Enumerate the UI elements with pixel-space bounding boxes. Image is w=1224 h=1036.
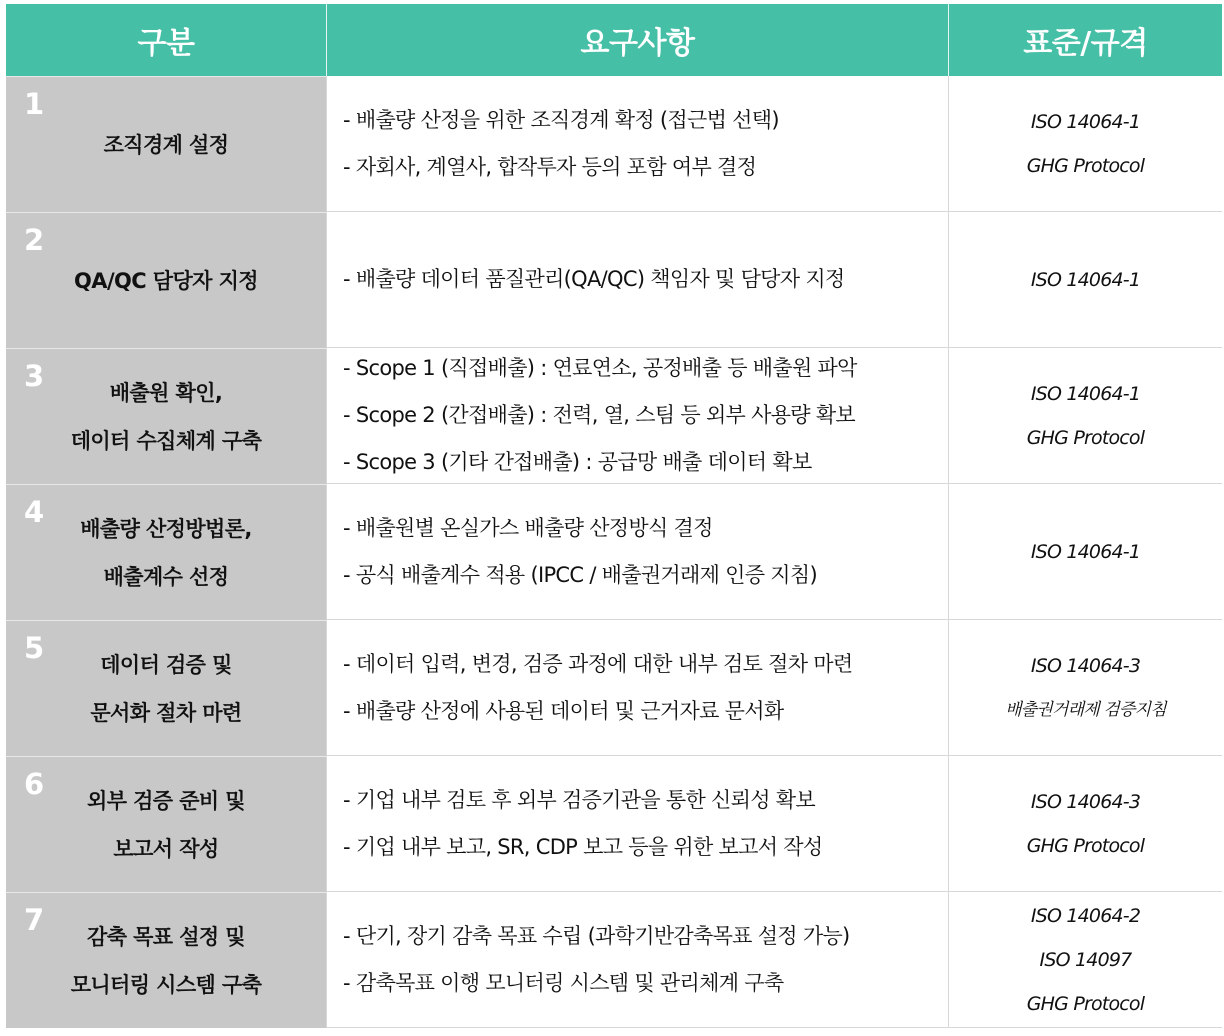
category-cell [6, 484, 327, 620]
requirement-item: - 기업 내부 검토 후 외부 검증기관을 통한 신뢰성 확보 [343, 787, 815, 812]
category-label: 배출원 확인, [109, 380, 223, 405]
standard-item: GHG Protocol [1026, 992, 1145, 1015]
standard-item: ISO 14064-1 [1030, 110, 1141, 133]
requirement-item: - Scope 2 (간접배출) : 전력, 열, 스팀 등 외부 사용량 확보 [343, 403, 856, 427]
category-cell [6, 76, 327, 212]
category-cell [6, 212, 327, 348]
requirements-cell [327, 484, 949, 620]
standard-item: 배출권거래제 검증지침 [1005, 699, 1166, 720]
row-number: 5 [24, 631, 45, 665]
requirement-item: - 배출량 데이터 품질관리(QA/QC) 책임자 및 담당자 지정 [343, 267, 845, 291]
standard-item: GHG Protocol [1026, 834, 1145, 857]
row-number: 6 [24, 767, 45, 801]
category-label: 감축 목표 설정 및 [87, 924, 245, 949]
requirements-cell [327, 620, 949, 756]
requirement-item: - Scope 1 (직접배출) : 연료연소, 공정배출 등 배출원 파악 [343, 356, 857, 380]
category-cell [6, 756, 327, 892]
standards-cell [949, 756, 1222, 892]
category-label: 데이터 수집체계 구축 [70, 428, 262, 453]
requirement-item: - 감축목표 이행 모니터링 시스템 및 관리체계 구축 [343, 970, 784, 995]
requirements-cell [327, 892, 949, 1028]
requirement-item: - 자회사, 계열사, 합작투자 등의 포함 여부 결정 [343, 154, 757, 179]
standard-item: ISO 14064-1 [1030, 382, 1141, 405]
requirements-cell [327, 212, 949, 348]
standard-item: GHG Protocol [1026, 426, 1145, 449]
header-category: 구분 [6, 4, 327, 76]
requirement-item: - 배출원별 온실가스 배출량 산정방식 결정 [343, 515, 713, 540]
requirement-item: - 기업 내부 보고, SR, CDP 보고 등을 위한 보고서 작성 [343, 834, 823, 859]
row-number: 4 [24, 495, 45, 529]
category-cell [6, 348, 327, 484]
category-label: 배출량 산정방법론, [80, 516, 252, 541]
standards-cell [949, 212, 1222, 348]
row-number: 7 [24, 903, 45, 937]
standard-item: GHG Protocol [1026, 154, 1145, 177]
requirements-cell [327, 76, 949, 212]
category-label: 모니터링 시스템 구축 [70, 972, 262, 997]
standard-item: ISO 14064-2 [1030, 904, 1141, 927]
requirements-cell [327, 756, 949, 892]
requirement-item: - 공식 배출계수 적용 (IPCC / 배출권거래제 인증 지침) [343, 562, 817, 587]
header-requirements: 요구사항 [327, 4, 949, 76]
category-cell [6, 620, 327, 756]
category-label: QA/QC 담당자 지정 [74, 268, 258, 293]
row-number: 1 [24, 87, 45, 121]
requirement-item: - 단기, 장기 감축 목표 수립 (과학기반감축목표 설정 가능) [343, 923, 850, 948]
category-cell [6, 892, 327, 1028]
category-label: 배출계수 선정 [103, 564, 229, 589]
row-number: 3 [24, 359, 45, 393]
category-label: 외부 검증 준비 및 [87, 788, 245, 813]
standard-item: ISO 14064-3 [1030, 790, 1141, 813]
standard-item: ISO 14097 [1039, 948, 1132, 971]
category-label: 조직경계 설정 [103, 132, 229, 157]
table-grid [6, 4, 1222, 1028]
standards-cell [949, 484, 1222, 620]
standard-item: ISO 14064-3 [1030, 654, 1141, 677]
header-standards: 표준/규격 [949, 4, 1222, 76]
category-label: 보고서 작성 [113, 836, 219, 861]
standards-cell [949, 348, 1222, 484]
category-label: 문서화 절차 마련 [90, 700, 242, 725]
standard-item: ISO 14064-1 [1030, 540, 1141, 563]
requirements-cell [327, 348, 949, 484]
standards-cell [949, 76, 1222, 212]
standards-cell [949, 892, 1222, 1028]
category-label: 데이터 검증 및 [100, 652, 232, 677]
requirement-item: - Scope 3 (기타 간접배출) : 공급망 배출 데이터 확보 [343, 450, 812, 474]
standard-item: ISO 14064-1 [1030, 268, 1141, 291]
row-number: 2 [24, 223, 45, 257]
requirement-item: - 배출량 산정을 위한 조직경계 확정 (접근법 선택) [343, 107, 779, 132]
requirement-item: - 데이터 입력, 변경, 검증 과정에 대한 내부 검토 절차 마련 [343, 651, 853, 676]
requirement-item: - 배출량 산정에 사용된 데이터 및 근거자료 문서화 [343, 698, 784, 723]
standards-cell [949, 620, 1222, 756]
